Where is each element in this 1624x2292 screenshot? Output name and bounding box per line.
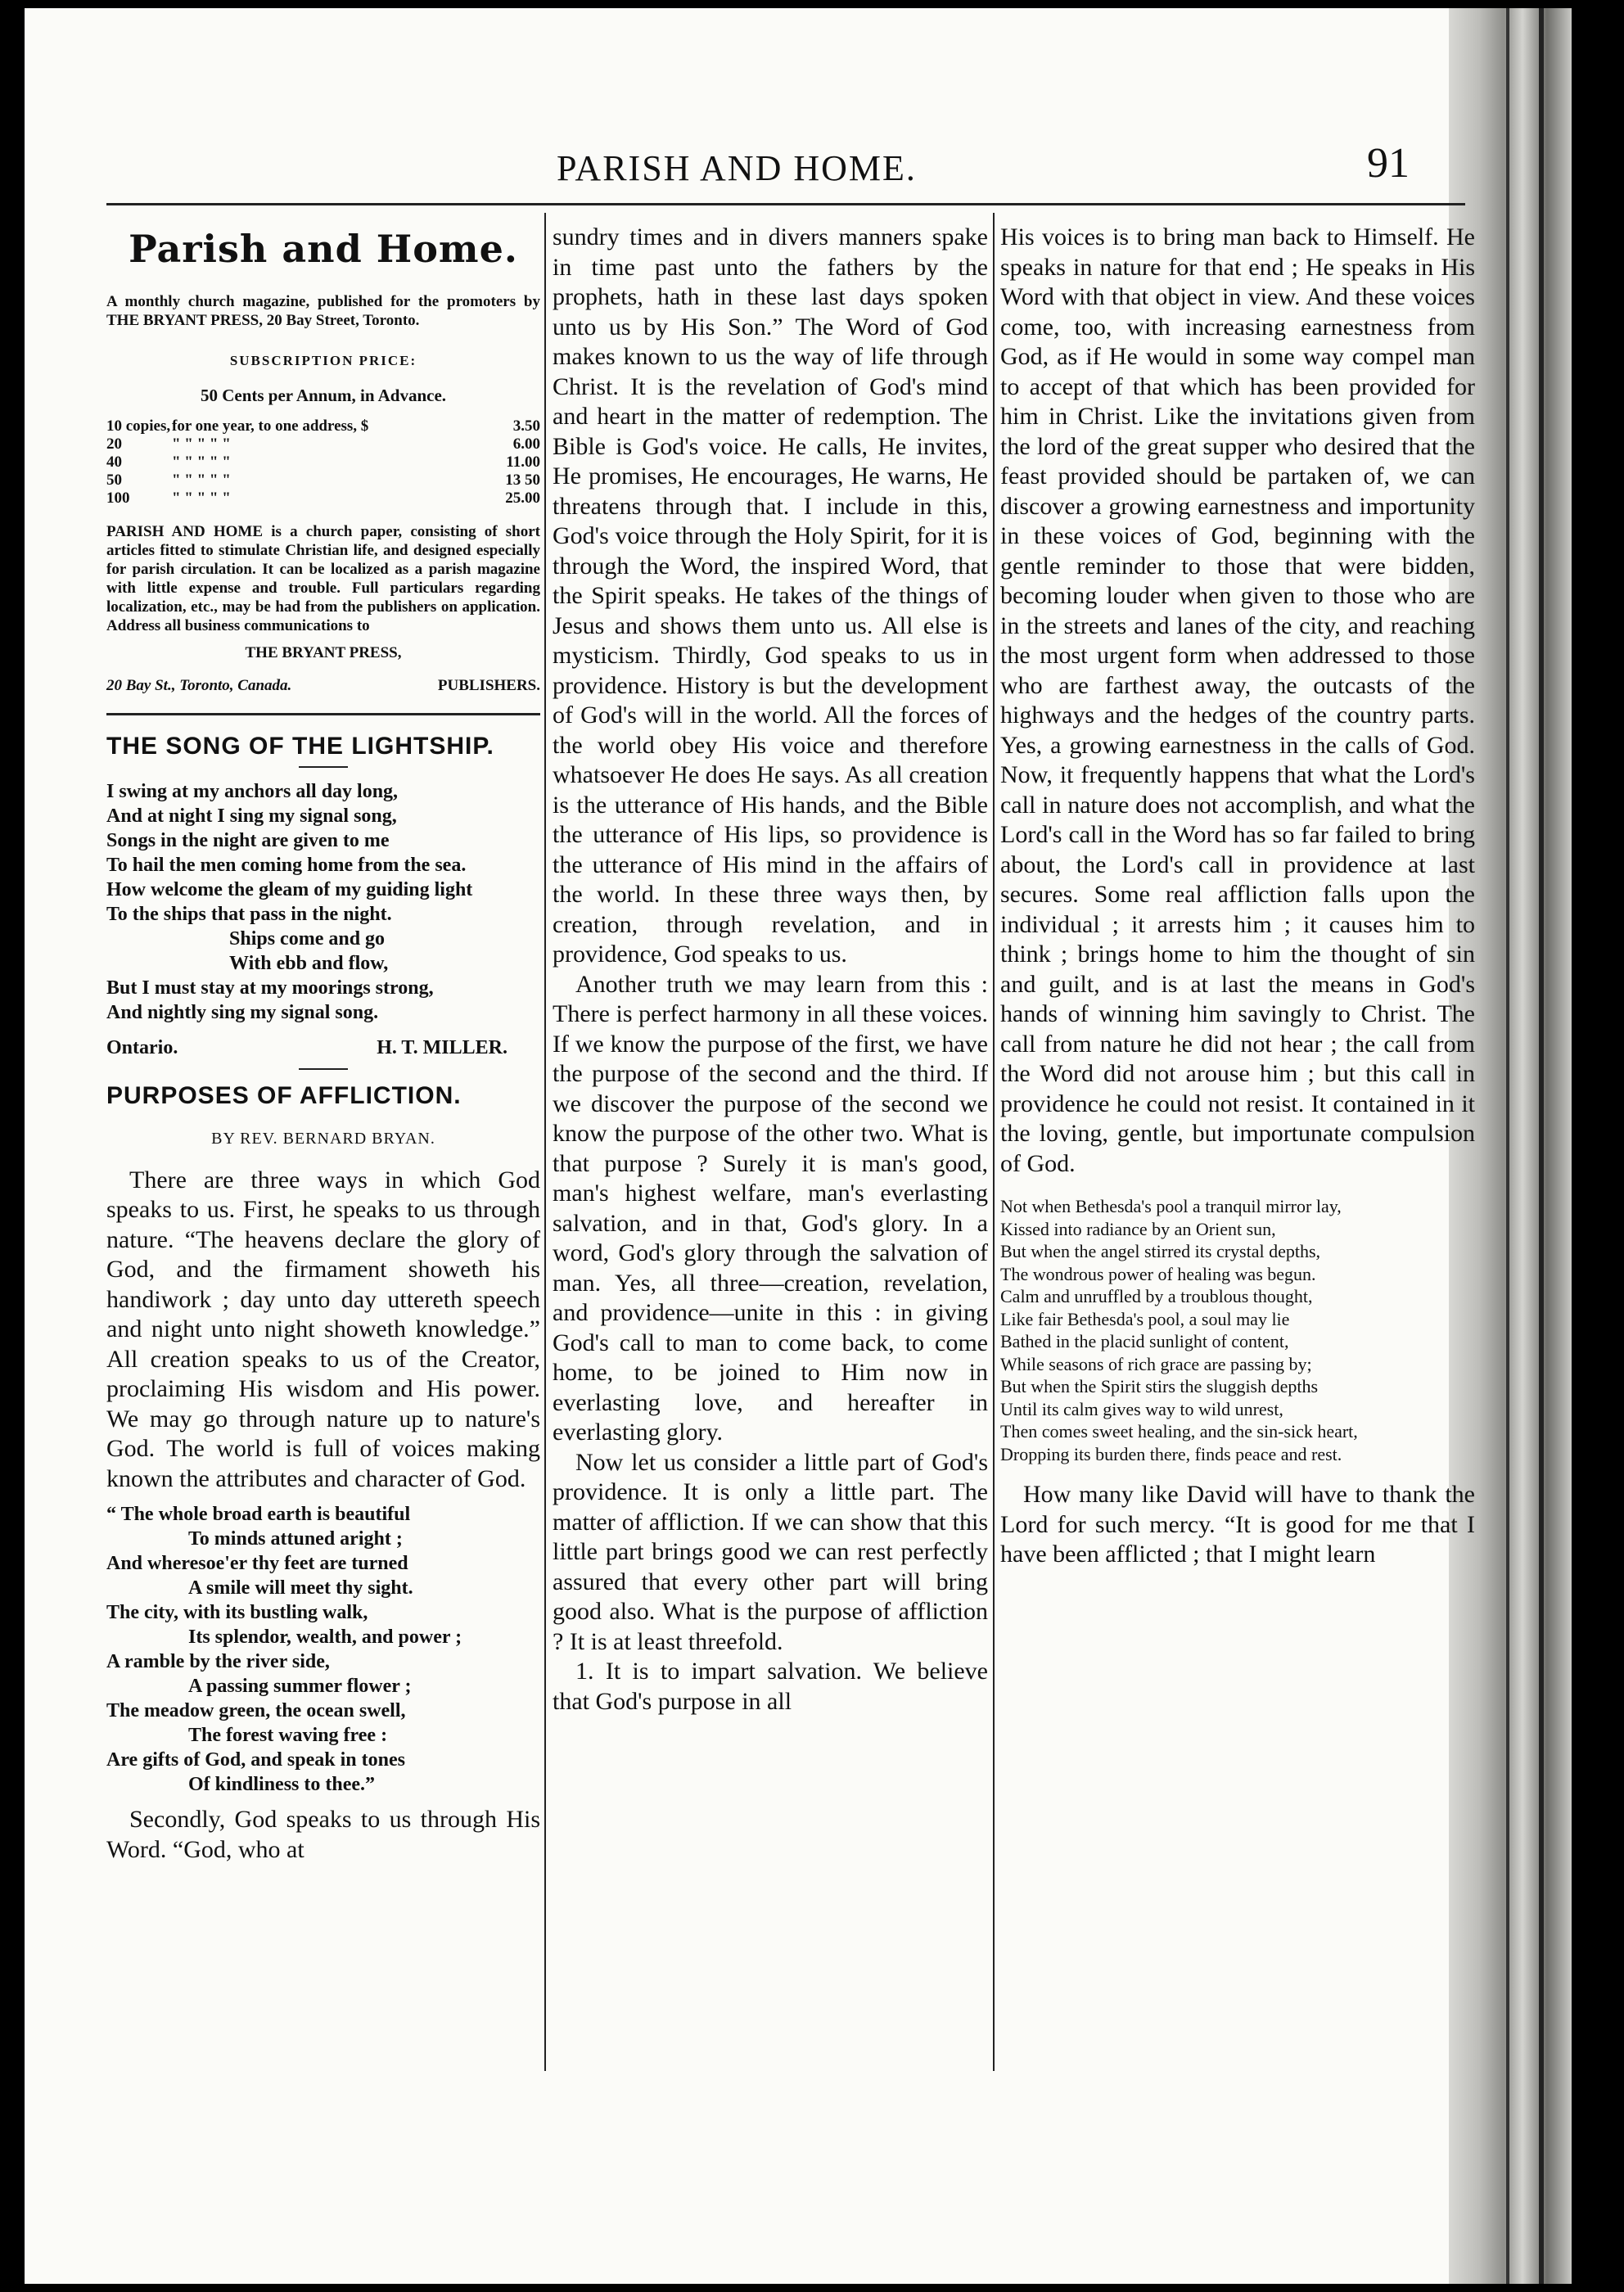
rates-table: [106, 417, 540, 508]
poem-line: But I must stay at my moorings strong,: [106, 977, 434, 999]
poem-line: A ramble by the river side,: [106, 1651, 330, 1672]
col2-paragraph-3: Now let us consider a little part of God's providence. It is only a little part. The matter of affliction. If we can show that this little part brings good we can rest perfectly assured that every other part will bring good also. What is the purpose of affliction ? It is at least threefold.: [553, 1448, 988, 1655]
subscription-price: 50 Cents per Annum, in Advance.: [200, 386, 447, 405]
rate-desc: " " " " ": [172, 453, 231, 471]
poem-line: But when the Spirit stirs the sluggish depths: [1000, 1376, 1319, 1396]
poem-line: Not when Bethesda's pool a tranquil mirror lay,: [1000, 1196, 1342, 1216]
poem-line: “ The whole broad earth is beautiful: [106, 1504, 411, 1525]
rate-desc: " " " " ": [172, 471, 231, 489]
rate-row: [106, 453, 540, 471]
rate-price: 6.00: [512, 435, 540, 453]
rate-price: 25.00: [505, 489, 540, 507]
col1-paragraph-2: Secondly, God speaks to us through His Word. “God, who at: [106, 1806, 540, 1863]
rate-price: 3.50: [512, 417, 540, 435]
page-number: 91: [1367, 140, 1410, 187]
short-rule: [299, 766, 348, 768]
poem-line: How welcome the gleam of my guiding light: [106, 879, 473, 900]
rate-price: 13 50: [505, 471, 540, 489]
publisher-name: THE BRYANT PRESS,: [245, 643, 402, 661]
poem-line: Kissed into radiance by an Orient sun,: [1000, 1218, 1276, 1239]
poem-line: The wondrous power of healing was begun.: [1000, 1263, 1316, 1284]
poem-place: Ontario.: [106, 1037, 178, 1058]
poem-signature: [106, 1033, 540, 1063]
poem-line: Like fair Bethesda's pool, a soul may lie: [1000, 1308, 1290, 1329]
lightship-title: THE SONG OF THE LIGHTSHIP.: [106, 732, 494, 760]
rate-qty: 40: [106, 453, 122, 471]
running-header: PARISH AND HOME.: [557, 148, 917, 188]
poem-line: To hail the men coming home from the sea.: [106, 855, 467, 876]
masthead-description: A monthly church magazine, published for the promoters by THE BRYANT PRESS, 20 Bay Street, Toronto.: [106, 292, 540, 329]
poem-line: Dropping its burden there, finds peace and rest.: [1000, 1443, 1342, 1464]
masthead-title: Parish and Home.: [129, 227, 518, 271]
rate-desc: for one year, to one address, $: [172, 417, 369, 435]
col3-paragraph-2: How many like David will have to thank the Lord for such mercy. “It is good for me that I have been afflicted ; that I might learn: [1000, 1481, 1475, 1568]
subscription-heading: SUBSCRIPTION PRICE:: [229, 352, 417, 368]
publisher-line: [106, 671, 540, 702]
poem-line: A passing summer flower ;: [188, 1676, 412, 1697]
publishers-label: PUBLISHERS.: [437, 677, 540, 694]
column-rule-1: [544, 213, 546, 2071]
poem-line: Are gifts of God, and speak in tones: [106, 1749, 405, 1771]
column-1: [106, 223, 540, 1865]
bethesda-poem: [1000, 1195, 1475, 1465]
short-rule: [299, 1068, 348, 1070]
nature-poem: [106, 1502, 540, 1797]
poem-line: Of kindliness to thee.”: [188, 1774, 376, 1795]
rate-qty: 50: [106, 471, 122, 489]
lightship-poem: [106, 779, 540, 1025]
column-rule-2: [993, 213, 995, 2071]
affliction-title: PURPOSES OF AFFLICTION.: [106, 1081, 462, 1109]
poem-line: But when the angel stirred its crystal depths,: [1000, 1241, 1321, 1261]
section-rule: [106, 713, 540, 715]
rate-row: [106, 471, 540, 490]
rate-qty: 10 copies,: [106, 417, 171, 435]
poem-line: The city, with its bustling walk,: [106, 1602, 368, 1623]
poem-line: Bathed in the placid sunlight of content,: [1000, 1331, 1289, 1351]
column-2: [553, 223, 988, 1717]
poem-line: Its splendor, wealth, and power ;: [188, 1627, 462, 1648]
masthead-notice: PARISH AND HOME is a church paper, consisting of short articles fitted to stimulate Christian life, and designed especially for parish circulation. It can be localized as a parish magazine with little expense and trouble. Full particulars regarding localization, etc., may be had from the publishers on application. Address all business communications to: [106, 522, 540, 634]
poem-line: While seasons of rich grace are passing by;: [1000, 1353, 1312, 1374]
header-rule: [106, 203, 1465, 205]
poem-line: Until its calm gives way to wild unrest,: [1000, 1398, 1283, 1419]
publisher-address: 20 Bay St., Toronto, Canada.: [106, 677, 292, 694]
page: [25, 8, 1572, 2284]
col3-paragraph-1: His voices is to bring man back to Himself. He speaks in nature for that end ; He speaks in His Word with that object in view. And these voices come, too, with increasing earnestness from God, as if He would in some way compel man to accept of that which has been provided for him in Christ. Like the invitations given from the lord of the great supper who desired that the feast provided should be partaken of, we can discover a growing earnestness and importunity in these voices of God, beginning with the gentle reminder to those that were bidden, becoming louder when given to those who are in the streets and lanes of the city, and reaching the most urgent form when addressed to those who are farthest away, the outcasts of the highways and the hedges of the country parts. Yes, a growing earnestness in the calls of God. Now, it frequently happens that what the Lord's call in nature does not accomplish, and what the Lord's call in the Word has so far failed to bring about, the Lord's call in providence at last secures. Some real affliction falls upon the individual ; it arrests him ; it causes him to think ; brings home to him the thought of sin and guilt, and is at last the means in God's hands of winning him savingly to Christ. The call from nature he did not hear ; the call from the Word did not arouse him ; but this call in providence he could not resist. It contained in it the loving, gentle, but importunate compulsion of God.: [1000, 223, 1475, 1177]
poem-line: And nightly sing my signal song.: [106, 1002, 379, 1023]
rate-row: [106, 435, 540, 453]
poem-line: With ebb and flow,: [229, 953, 389, 974]
poem-line: Calm and unruffled by a troublous thought,: [1000, 1286, 1313, 1306]
rate-desc: " " " " ": [172, 435, 231, 453]
rate-qty: 100: [106, 489, 130, 507]
rate-price: 11.00: [506, 453, 540, 471]
poem-line: A smile will meet thy sight.: [188, 1577, 413, 1599]
poem-line: The forest waving free :: [188, 1725, 388, 1746]
poem-line: The meadow green, the ocean swell,: [106, 1700, 406, 1721]
col2-paragraph-1: sundry times and in divers manners spake in time past unto the fathers by the prophets, hath in these last days spoken unto us by His Son.” The Word of God makes known to us the way of life through Christ. It is the revelation of God's mind and heart in the matter of redemption. The Bible is God's voice. He calls, He invites, He promises, He encourages, He warns, He threatens through that. I include in this, God's voice through the Holy Spirit, for it is through the Word, the inspired Word, that the Spirit speaks. He takes of the things of Jesus and shows them unto us. All else is mysticism. Thirdly, God speaks to us in providence. History is but the development of God's will in the world. All the forces of the world obey His voice and therefore whatsoever He does He says. As all creation is the utterance of His hands, and the Bible the utterance of His lips, so providence is the utterance of His mind in the affairs of the world. In these three ways then, by creation, through revelation, and in providence, God speaks to us.: [553, 223, 988, 968]
col1-paragraph-1: There are three ways in which God speaks to us. First, he speaks to us through nature. “The heavens declare the glory of God, and the firmament showeth his handiwork ; day unto day uttereth speech and night unto night showeth knowledge.” All creation speaks to us of the Creator, proclaiming His wisdom and His power. We may go through nature up to nature's God. The world is full of voices making known the attributes and character of God.: [106, 1166, 540, 1492]
poem-line: To minds attuned aright ;: [188, 1528, 403, 1550]
poem-line: Ships come and go: [229, 928, 386, 950]
poem-line: Then comes sweet healing, and the sin-sick heart,: [1000, 1421, 1358, 1442]
poem-author: H. T. MILLER.: [377, 1037, 508, 1058]
col2-paragraph-2: Another truth we may learn from this : There is perfect harmony in all these voices. If we know the purpose of the first, we have the purpose of the second and the third. If we discover the purpose of the second we know the purpose of the other two. What is that purpose ? Surely it is man's good, man's highest welfare, man's everlasting salvation, and in that, God's glory. In a word, God's glory through the salvation of man. Yes, all three—creation, revelation, and providence—unite in this : in giving God's call to man to come back, to come home, to be joined to Him now in everlasting love, and hereafter in everlasting glory.: [553, 970, 988, 1446]
col2-paragraph-4: 1. It is to impart salvation. We believe that God's purpose in all: [553, 1658, 988, 1715]
byline: BY REV. BERNARD BRYAN.: [211, 1130, 435, 1148]
poem-line: And at night I sing my signal song,: [106, 805, 397, 827]
poem-line: And wheresoe'er thy feet are turned: [106, 1553, 408, 1574]
column-3: [1000, 223, 1475, 1570]
poem-line: To the ships that pass in the night.: [106, 904, 392, 925]
rate-row: [106, 417, 540, 435]
poem-line: Songs in the night are given to me: [106, 830, 390, 851]
rate-qty: 20: [106, 435, 122, 453]
poem-line: I swing at my anchors all day long,: [106, 781, 399, 802]
rate-row: [106, 490, 540, 508]
rate-desc: " " " " ": [172, 489, 231, 507]
